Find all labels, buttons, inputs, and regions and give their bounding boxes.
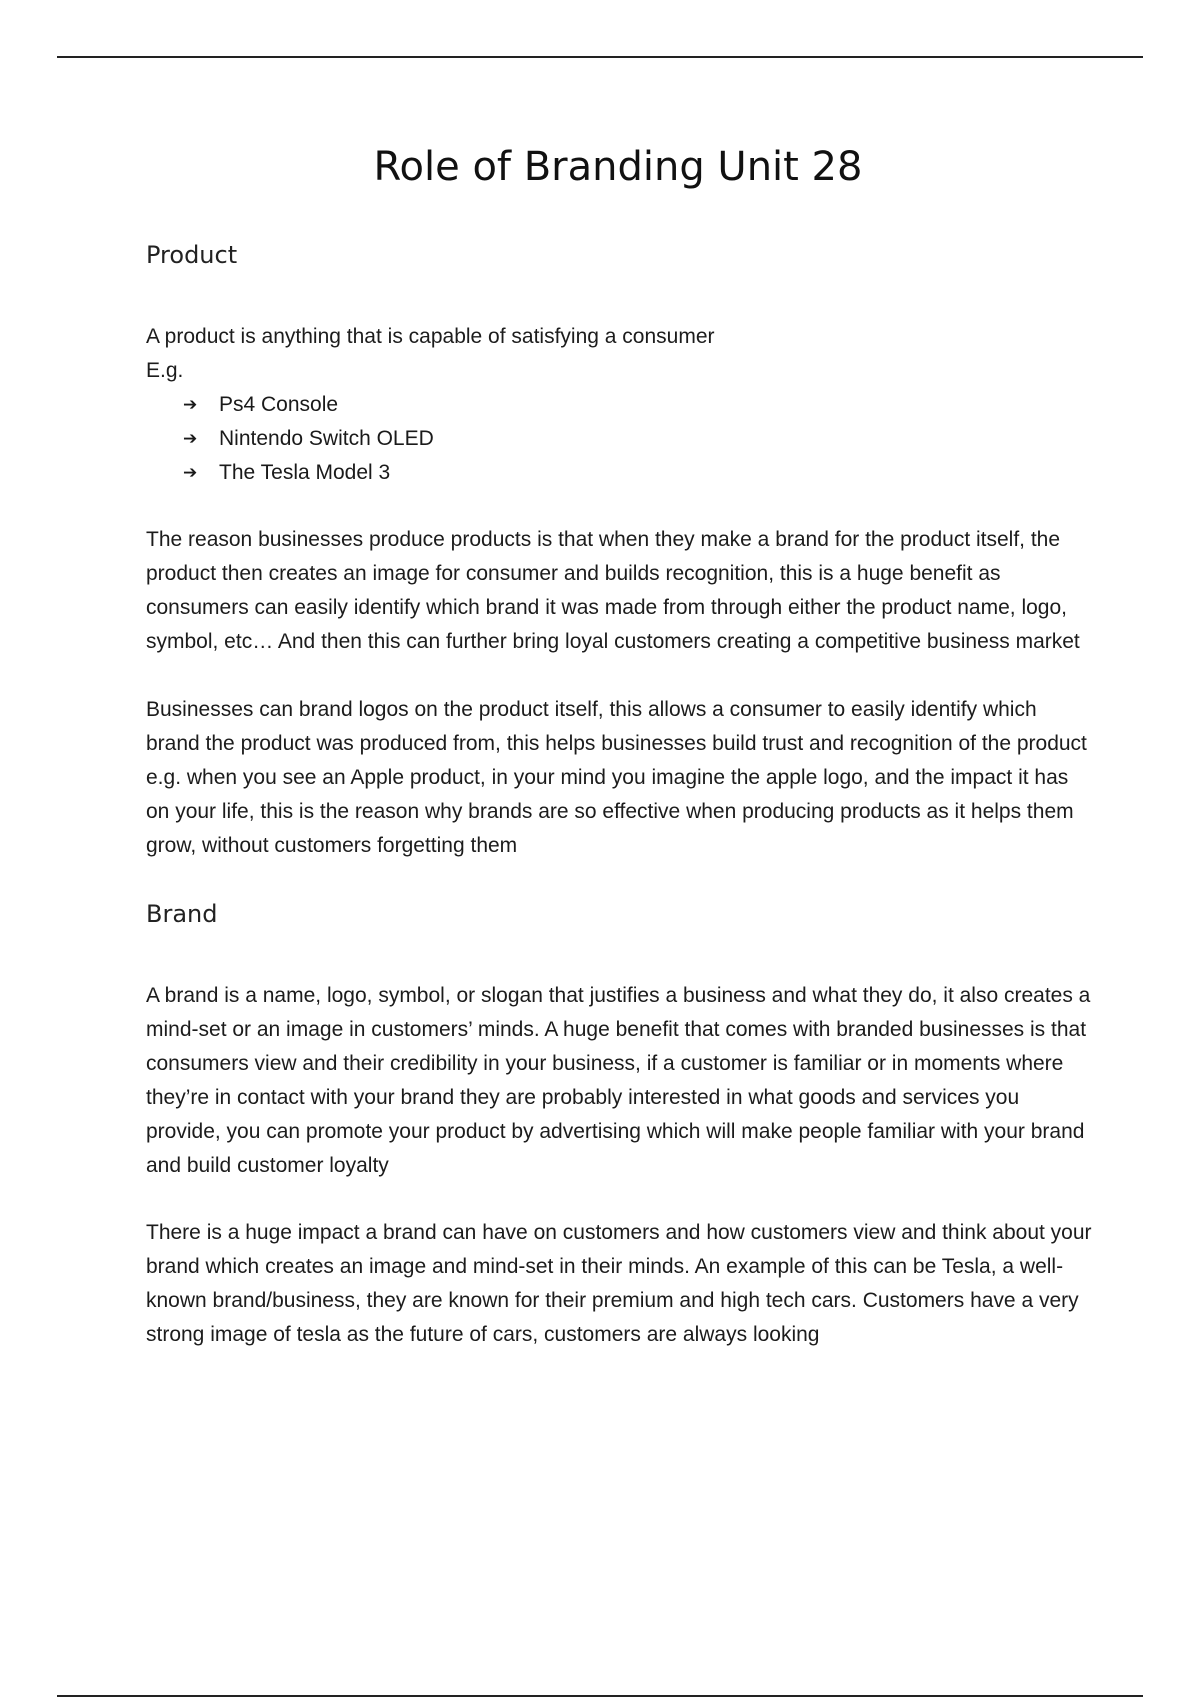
brand-paragraph-2: There is a huge impact a brand can have on customers and how customers view and think about your brand which creates an image and mind-set in their minds. An example of this can be Tesla, a well-known brand/business, they are known for their premium and high tech cars. Customers have a very strong image of tesla as the future of cars, customers are always looking bbox=[146, 1221, 1092, 1346]
arrow-right-icon: ➔ bbox=[183, 463, 198, 483]
bottom-rule bbox=[57, 1695, 1143, 1697]
section-heading-product: Product bbox=[146, 241, 238, 269]
page-title: Role of Branding Unit 28 bbox=[373, 144, 863, 190]
top-rule bbox=[57, 56, 1143, 58]
product-paragraph-1: The reason businesses produce products is that when they make a brand for the product itself, the product then creates an image for consumer and builds recognition, this is a huge benefit as consumers can easily identify which brand it was made from through either the product name, logo, symbol, etc… And then this can further bring loyal customers creating a competitive business market bbox=[146, 528, 1080, 653]
arrow-right-icon: ➔ bbox=[183, 395, 198, 415]
document-body bbox=[146, 240, 1096, 1352]
product-intro: A product is anything that is capable of satisfying a consumer bbox=[146, 325, 715, 348]
list-item: ➔ The Tesla Model 3 bbox=[183, 456, 1096, 490]
product-paragraph-2: Businesses can brand logos on the product itself, this allows a consumer to easily identify which brand the product was produced from, this helps businesses build trust and recognition of the product e.g. when you see an Apple product, in your mind you imagine the apple logo, and the impact it has on your life, this is the reason why brands are so effective when producing products as it helps them grow, without customers forgetting them bbox=[146, 698, 1087, 857]
arrow-right-icon: ➔ bbox=[183, 429, 198, 449]
list-item: ➔ Nintendo Switch OLED bbox=[183, 422, 1096, 456]
example-list bbox=[146, 388, 1096, 490]
example-label: E.g. bbox=[146, 359, 184, 382]
section-heading-brand: Brand bbox=[146, 900, 218, 928]
list-item: ➔ Ps4 Console bbox=[183, 388, 1096, 422]
brand-paragraph-1: A brand is a name, logo, symbol, or slogan that justifies a business and what they do, it also creates a mind-set or an image in customers’ minds. A huge benefit that comes with branded businesses is that consumers view and their credibility in your business, if a customer is familiar or in moments where they’re in contact with your brand they are probably interested in what goods and services you provide, you can promote your product by advertising which will make people familiar with your brand and build customer loyalty bbox=[146, 984, 1091, 1177]
